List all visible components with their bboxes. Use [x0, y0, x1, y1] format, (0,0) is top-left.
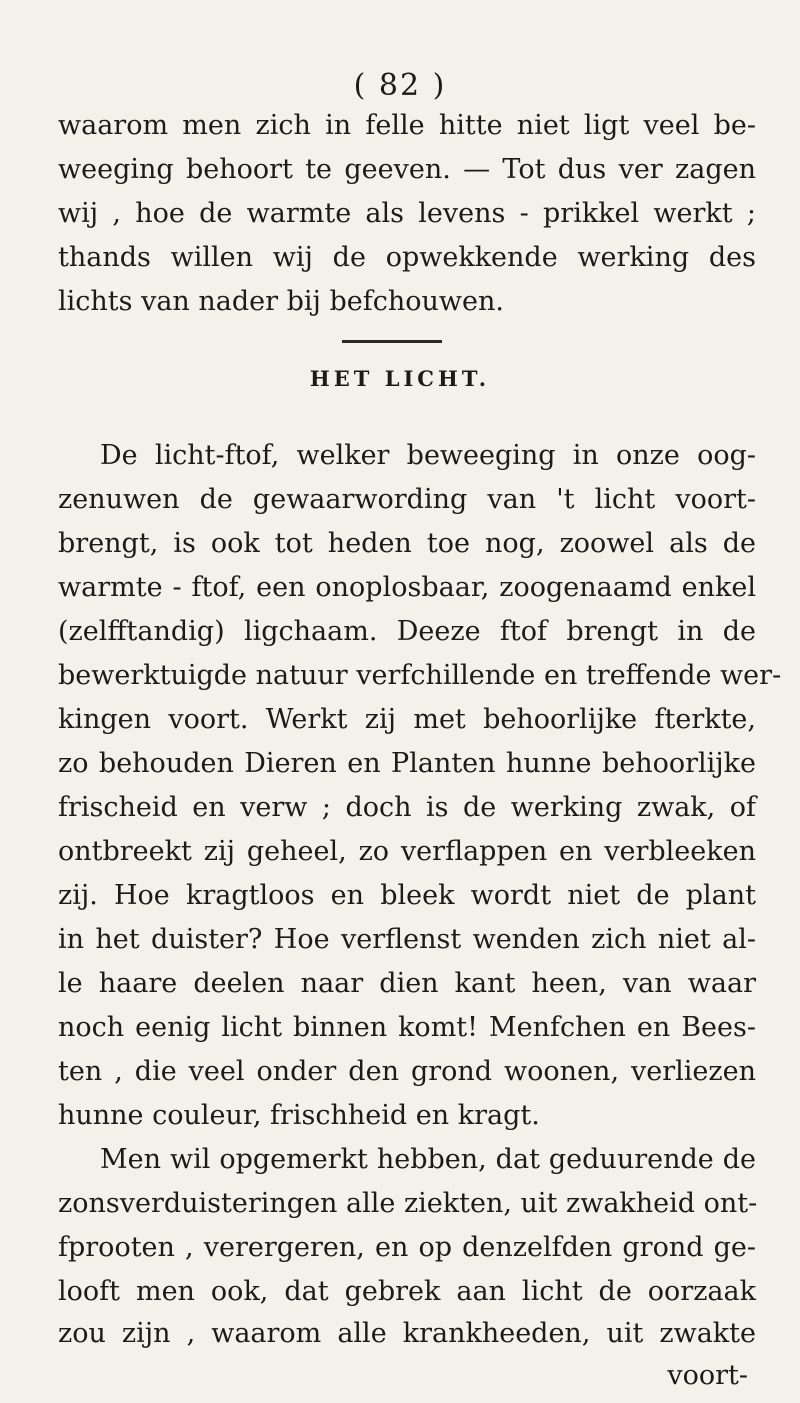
text-line: zonsverduisteringen alle ziekten, uit zwakheid ont-	[58, 1188, 758, 1219]
text-line: kingen voort. Werkt zij met behoorlijke fterkte,	[58, 704, 756, 735]
text-line: waarom men zich in felle hitte niet ligt veel be-	[58, 110, 756, 141]
text-line: looft men ook, dat gebrek aan licht de oorzaak	[58, 1276, 756, 1307]
text-line: ten , die veel onder den grond woonen, verliezen	[58, 1056, 756, 1087]
text-line: zou zijn , waarom alle krankheeden, uit zwakte	[58, 1318, 756, 1349]
text-line: zo behouden Dieren en Planten hunne behoorlijke	[58, 748, 756, 779]
text-line: (zelfftandig) ligchaam. Deeze ftof brengt in de	[58, 616, 756, 647]
text-line: fprooten , verergeren, en op denzelfden grond ge-	[58, 1232, 756, 1263]
text-line: le haare deelen naar dien kant heen, van waar	[58, 968, 756, 999]
text-line: warmte - ftof, een onoplosbaar, zoogenaamd enkel	[58, 572, 756, 603]
catchword: voort-	[667, 1360, 748, 1391]
text-line: weeging behoort te geeven. — Tot dus ver zagen	[58, 154, 756, 185]
text-line: in het duister? Hoe verflenst wenden zich niet al-	[58, 924, 756, 955]
text-line: ontbreekt zij geheel, zo verflappen en verbleeken	[58, 836, 756, 867]
text-line: thands willen wij de opwekkende werking des	[58, 242, 756, 273]
text-line: wij , hoe de warmte als levens - prikkel werkt ;	[58, 198, 756, 229]
text-line: Men wil opgemerkt hebben, dat geduurende de	[100, 1144, 756, 1175]
text-line: frischeid en verw ; doch is de werking zwak, of	[58, 792, 756, 823]
text-line: brengt, is ook tot heden toe nog, zoowel als de	[58, 528, 756, 559]
text-line: zenuwen de gewaarwording van 't licht voort-	[58, 484, 756, 515]
text-line: hunne couleur, frischheid en kragt.	[58, 1100, 540, 1131]
section-heading: HET LICHT.	[309, 366, 491, 391]
text-line: bewerktuigde natuur verfchillende en treffende wer-	[58, 660, 782, 691]
section-divider	[342, 340, 442, 343]
text-line: De licht-ftof, welker beweeging in onze oog-	[100, 440, 756, 471]
text-line: noch eenig licht binnen komt! Menfchen en Bees-	[58, 1012, 756, 1043]
text-line: zij. Hoe kragtloos en bleek wordt niet de plant	[58, 880, 756, 911]
text-line: lichts van nader bij befchouwen.	[58, 286, 504, 317]
page-number: ( 82 )	[353, 68, 447, 103]
